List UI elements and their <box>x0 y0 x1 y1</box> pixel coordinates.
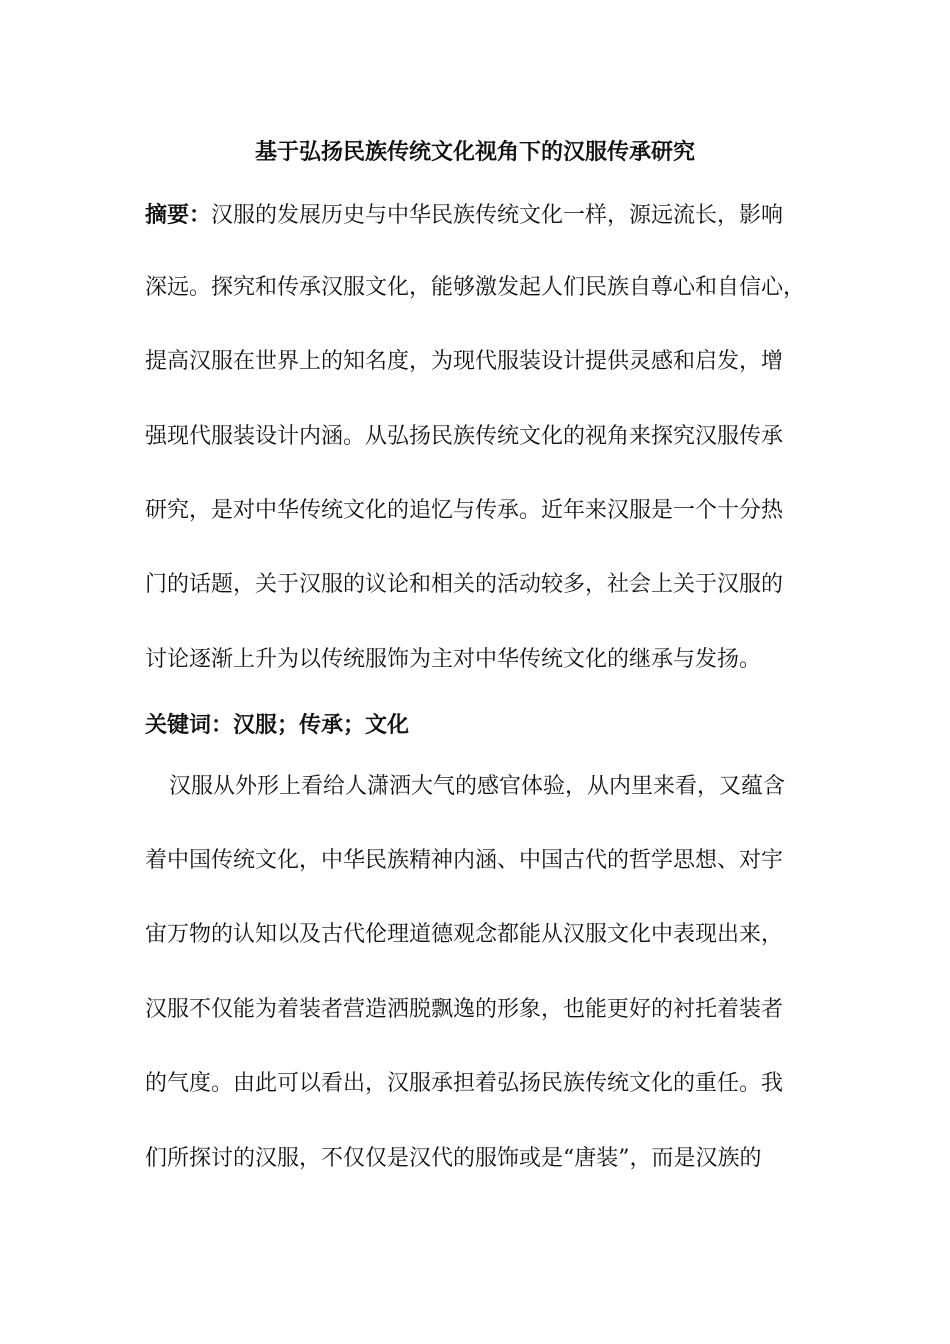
abstract-line-2: 深远。探究和传承汉服文化，能够激发起人们民族自尊心和自信心， <box>145 275 806 300</box>
abstract-line-1 <box>145 199 815 232</box>
abstract-line-5: 研究，是对中华传统文化的追忆与传承。近年来汉服是一个十分热 <box>145 498 784 523</box>
body-line-4: 汉服不仅能为着装者营造洒脱飘逸的形象，也能更好的衬托着装者 <box>145 997 784 1022</box>
body-line-1: 汉服从外形上看给人潇洒大气的感官体验，从内里来看，又蕴含 <box>169 774 786 799</box>
abstract-line-4: 强现代服装设计内涵。从弘扬民族传统文化的视角来探究汉服传承 <box>145 424 784 449</box>
body-line-5: 的气度。由此可以看出，汉服承担着弘扬民族传统文化的重任。我 <box>145 1071 784 1096</box>
abstract-line-6: 门的话题，关于汉服的议论和相关的活动较多，社会上关于汉服的 <box>145 572 784 597</box>
body-line-3: 宙万物的认知以及古代伦理道德观念都能从汉服文化中表现出来， <box>145 922 784 947</box>
abstract-line-7: 讨论逐渐上升为以传统服饰为主对中华传统文化的继承与发扬。 <box>145 647 762 672</box>
keywords: 关键词：汉服；传承；文化 <box>145 712 410 738</box>
abstract-label: 摘要： <box>145 202 212 228</box>
body-line-2: 着中国传统文化，中华民族精神内涵、中国古代的哲学思想、对宇 <box>145 848 784 873</box>
abstract-line-3: 提高汉服在世界上的知名度，为现代服装设计提供灵感和启发，增 <box>145 349 784 374</box>
abstract-text: 汉服的发展历史与中华民族传统文化一样，源远流长，影响 <box>211 203 784 228</box>
paper-title: 基于弘扬民族传统文化视角下的汉服传承研究 <box>254 139 695 165</box>
body-line-6: 们所探讨的汉服，不仅仅是汉代的服饰或是“唐装”，而是汉族的 <box>145 1146 762 1171</box>
